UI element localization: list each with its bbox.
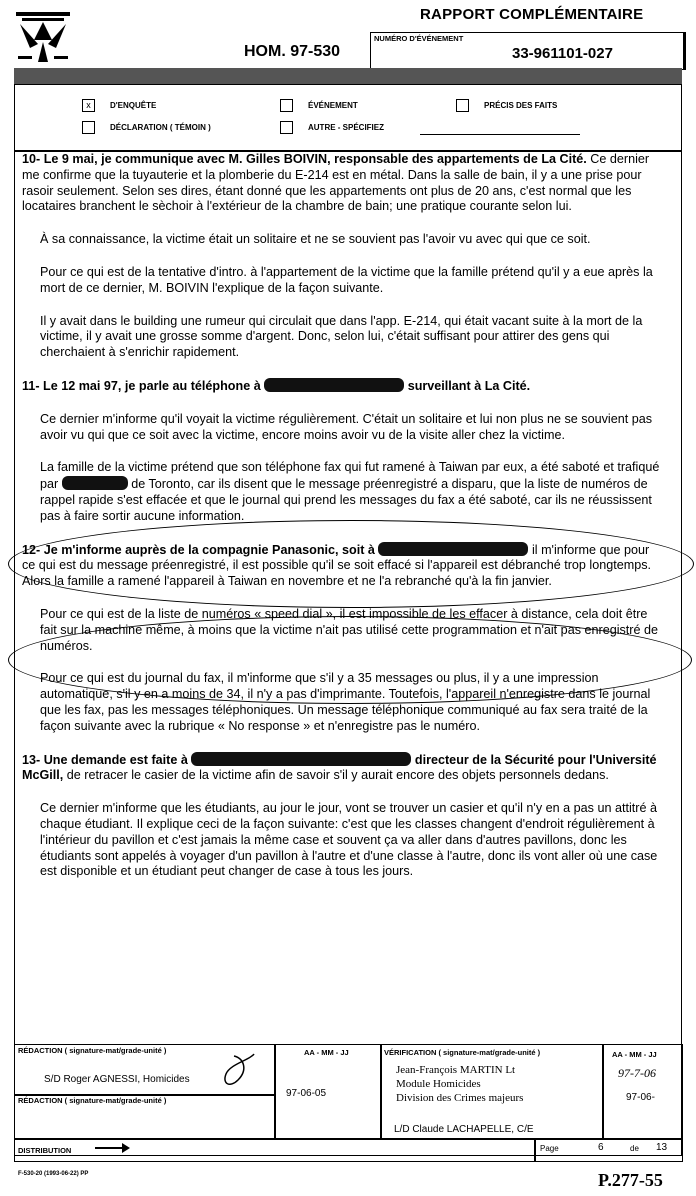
checkbox-label-declaration: DÉCLARATION ( TÉMOIN ) [110, 123, 211, 132]
checkbox-label-evenement: ÉVÉNEMENT [308, 101, 358, 110]
paragraph: La famille de la victime prétend que son téléphone fax qui fut ramené à Taiwan par eux, a été saboté et trafiqué par de Toronto, car ils disent que le message préenregistré a disparu, que la liste de numéros de rappel rapide s'est effacée et que le journal qui prend les messages du fax a été saboté, car ils ne réussissent pas à faire sortir aucune information. [40, 460, 660, 523]
checkbox-label-autre: AUTRE - SPÉCIFIEZ [308, 123, 385, 132]
verif-date-label: AA - MM - JJ [612, 1050, 657, 1059]
signature-area [14, 1044, 681, 1154]
paragraph: Pour ce qui est de la tentative d'intro. à l'appartement de la victime que la famille prétend qu'il y a eue après la mort de ce dernier, M. BOIVIN l'explique de la façon suivante. [40, 264, 653, 295]
paragraph: Il y avait dans le building une rumeur qui circulait que dans l'app. E-214, qui était vacant suite à la mort de la victime, il y avait une grosse somme d'argent. Donc, selon lui, c'était suffisant pour attirer des gens qui cherchaient à s'enrichir rapidement. [40, 313, 643, 360]
section-10: 10- Le 9 mai, je communique avec M. Gilles BOIVIN, responsable des appartements de La Cité. Ce dernier me confirme que la tuyauterie et la plomberie du E-214 est en métal. Dans la salle de bain, il y a une prise pour rasoir seulement. Selon ses dires, étant donné que les appartements ont plus de 20 ans, c'est normal que les locataires branchent le sèchoir à l'extérieur de la chambre de bain; une pratique courante selon lui. [22, 152, 650, 214]
paragraph: Pour ce qui est de la liste de numéros « speed dial », il est impossible de les effacer à distance, cela doit être fait sur la machine même, à moins que la victime n'ait pas utilisé cette programmation et n'ait pas enregistré de numéros. [40, 606, 658, 653]
checkbox-label-enquete: D'ENQUÊTE [110, 101, 157, 110]
section-11: 11- Le 12 mai 97, je parle au téléphone à surveillant à La Cité. [22, 378, 531, 393]
distribution-cell [14, 1138, 536, 1162]
stamp-line: Jean-François MARTIN Lt [396, 1064, 516, 1076]
page-total: 13 [656, 1142, 668, 1153]
exhibit-number: P.277-55 [598, 1170, 663, 1190]
paragraph: Ce dernier m'informe qu'il voyait la victime régulièrement. C'était un solitaire et lui non plus ne se souvient pas avoir vu qui que ce soit avec la victime, encore moins avoir vu de la visite aller chez la victime. [40, 411, 653, 442]
paragraph: À sa connaissance, la victime était un solitaire et ne se souvient pas l'avoir vu avec qui que ce soit. [40, 232, 591, 247]
checkbox-evenement[interactable] [280, 99, 293, 112]
report-title: RAPPORT COMPLÉMENTAIRE [420, 6, 644, 23]
paragraph: Pour ce qui est du journal du fax, il m'informe que s'il y a 35 messages ou plus, il y a une impression automatique, s'il y en a moins de 34, il n'y a pas d'imprimante. Toutefois, l'appareil n'enregistre dans le journal que les fax, pas les messages téléphoniques. Un message téléphonique communiqué au fax sera traité de la façon suivante avec la rubrique « No response » et n'enregistre pas le numéro. [40, 671, 651, 733]
event-number: 33-961101-027 [512, 45, 613, 62]
verif-date-handwritten: 97-7-06 [618, 1066, 656, 1080]
redaction-mark [191, 752, 411, 766]
date-label: AA - MM - JJ [304, 1048, 349, 1057]
police-logo-icon [14, 10, 72, 64]
checkbox-label-precis: PRÉCIS DES FAITS [484, 101, 558, 110]
redaction-label: RÉDACTION ( signature-mat/grade-unité ) [18, 1046, 167, 1055]
redaction-mark [62, 476, 128, 490]
stamp-line: Division des Crimes majeurs [396, 1092, 524, 1104]
page-of: de [630, 1144, 639, 1153]
arrow-head-icon [122, 1143, 130, 1153]
verification-label: VÉRIFICATION ( signature-mat/grade-unité ) [384, 1048, 541, 1057]
verifier-name: L/D Claude LACHAPELLE, C/E [394, 1124, 534, 1135]
redaction-mark [264, 378, 404, 392]
redaction-name: S/D Roger AGNESSI, Homicides [44, 1074, 190, 1085]
checkbox-declaration[interactable] [82, 121, 95, 134]
redaction-mark [378, 542, 528, 556]
redaction-label-2: RÉDACTION ( signature-mat/grade-unité ) [18, 1096, 167, 1105]
autre-specify-line [420, 134, 580, 135]
page-number: 6 [598, 1142, 604, 1153]
case-number: HOM. 97-530 [244, 43, 341, 60]
event-number-label: NUMÉRO D'ÉVÉNEMENT [374, 34, 464, 43]
checkbox-precis[interactable] [456, 99, 469, 112]
checkbox-enquete[interactable]: x [82, 99, 95, 112]
checkbox-autre[interactable] [280, 121, 293, 134]
verif-date: 97-06- [626, 1092, 655, 1103]
form-code: F-530-20 (1993-06-22) PP [18, 1171, 89, 1177]
signature-icon [204, 1050, 264, 1094]
paragraph: Ce dernier m'informe que les étudiants, au jour le jour, vont se trouver un casier et qu'il n'y en a pas un attitré à chaque étudiant. Il explique ceci de la façon suivante: c'est que les classes changent d'endroit régulièrement à l'intérieur du pavillon et c'est jamais la même case et souvent ça va aller dans d'autres pavillons, donc les étudiants sont appelés à voyager d'un pavillon à l'autre et d'une classe à l'autre, donc ils vont aller où une case est disponible et un étudiant peut changer de case à tous les jours. [40, 801, 658, 879]
arrow-right-icon [95, 1147, 125, 1149]
header-bar [14, 68, 682, 84]
redaction-date: 97-06-05 [286, 1088, 327, 1099]
stamp-line: Module Homicides [396, 1078, 481, 1090]
page-label: Page [540, 1144, 559, 1153]
section-13: 13- Une demande est faite à directeur de la Sécurité pour l'Université McGill, de retracer le casier de la victime afin de savoir s'il y aurait encore des objets personnels dedans. [22, 752, 657, 783]
report-body [22, 152, 662, 897]
distribution-label: DISTRIBUTION [18, 1146, 72, 1155]
section-12: 12- Je m'informe auprès de la compagnie Panasonic, soit à il m'informe que pour ce qui est du message préenregistré, il est possible qu'il se soit effacé si l'appareil est débranché trop longtemps. Alors la famille a ramené l'appareil à Taiwan en novembre et ne l'a rebranché qu'à la fin janvier. [22, 542, 652, 589]
